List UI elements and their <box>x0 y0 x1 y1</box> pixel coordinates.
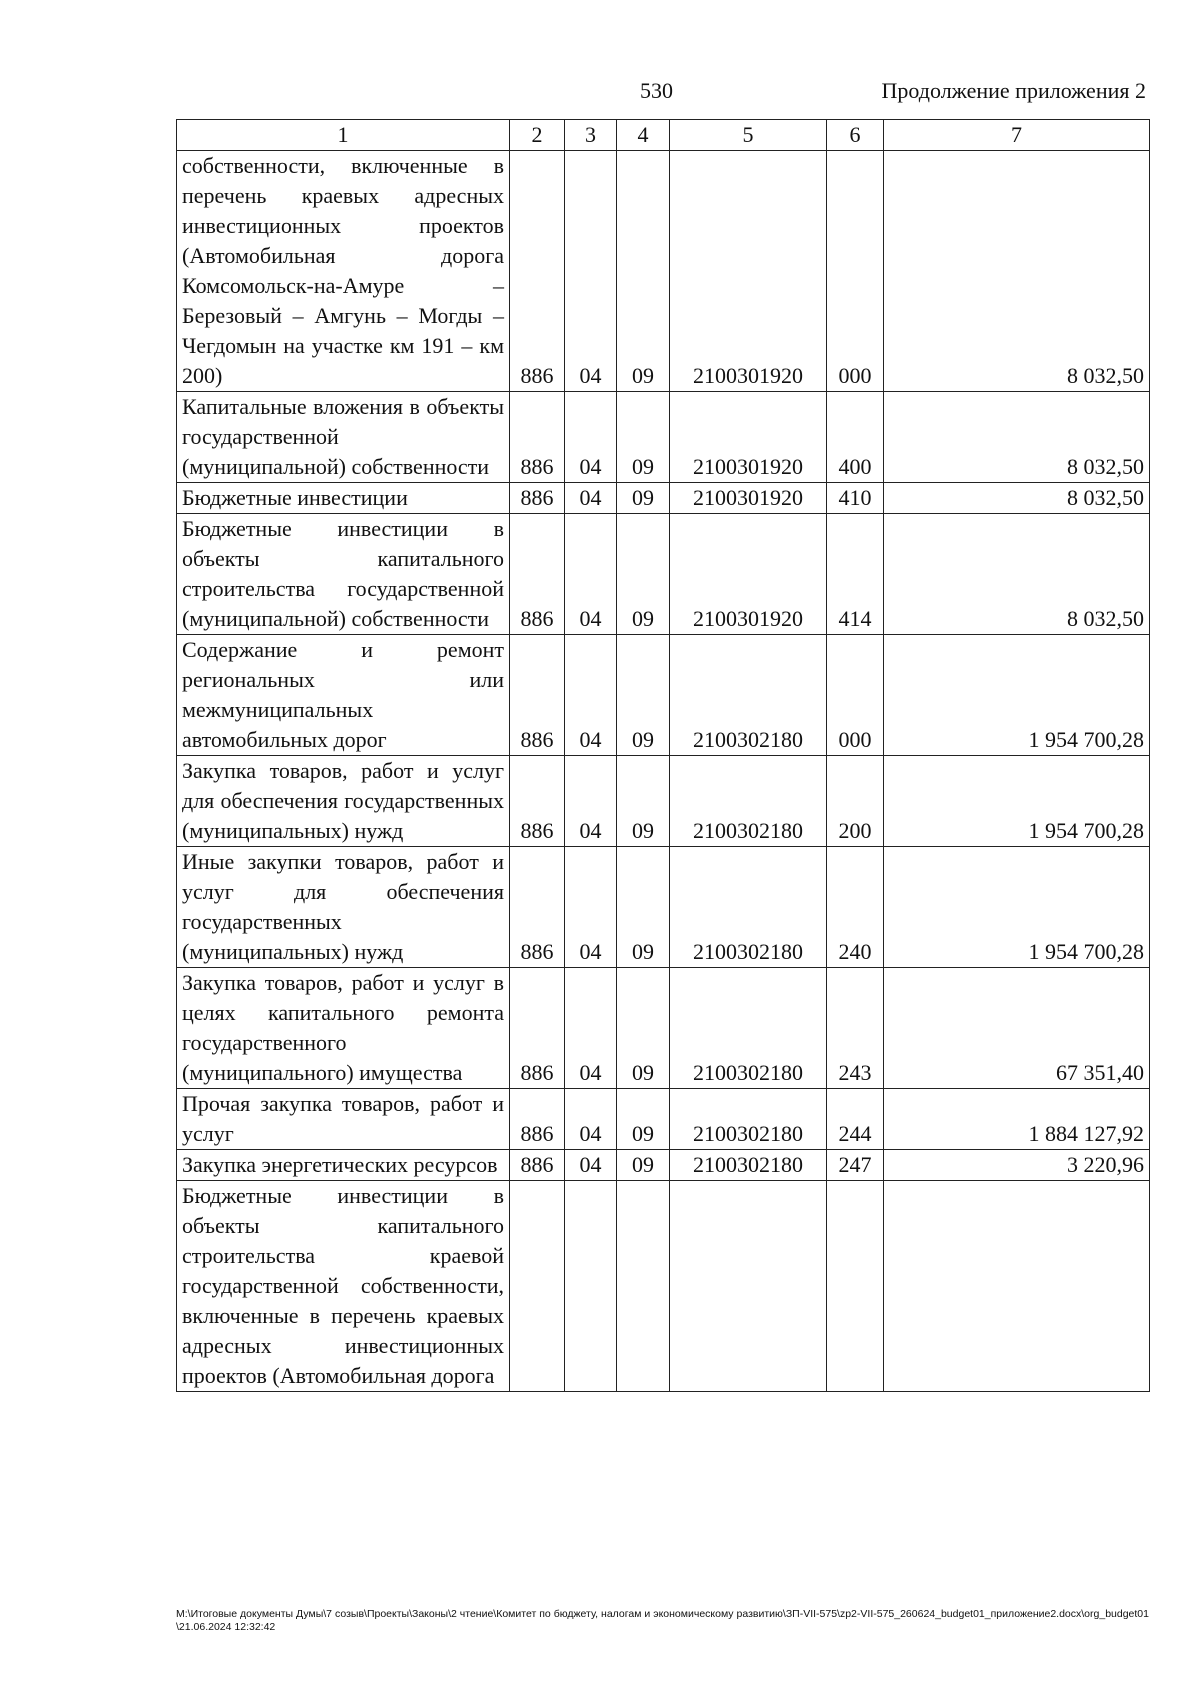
row-description: Закупка товаров, работ и услуг в целях капитального ремонта государственного (муниципального) имущества <box>177 968 510 1089</box>
cell-amount: 8 032,50 <box>884 514 1150 635</box>
cell-target-article: 2100301920 <box>670 483 827 514</box>
cell-section-code: 04 <box>565 968 617 1089</box>
cell-section-code: 04 <box>565 756 617 847</box>
row-description: Бюджетные инвестиции <box>177 483 510 514</box>
cell-subsection-code: 09 <box>617 756 670 847</box>
cell-section-code: 04 <box>565 392 617 483</box>
cell-expense-type: 247 <box>827 1150 884 1181</box>
table-row <box>177 968 1150 1089</box>
column-header: 3 <box>565 120 617 151</box>
table-row <box>177 1150 1150 1181</box>
cell-target-article <box>670 1181 827 1392</box>
table-header-row <box>177 120 1150 151</box>
cell-target-article: 2100301920 <box>670 392 827 483</box>
cell-ministry-code <box>510 1181 565 1392</box>
row-description: Иные закупки товаров, работ и услуг для обеспечения государственных (муниципальных) нужд <box>177 847 510 968</box>
table-row <box>177 514 1150 635</box>
cell-target-article: 2100302180 <box>670 1089 827 1150</box>
cell-subsection-code: 09 <box>617 968 670 1089</box>
cell-expense-type: 243 <box>827 968 884 1089</box>
cell-amount: 1 884 127,92 <box>884 1089 1150 1150</box>
cell-subsection-code: 09 <box>617 151 670 392</box>
column-header: 2 <box>510 120 565 151</box>
cell-amount: 8 032,50 <box>884 483 1150 514</box>
cell-section-code: 04 <box>565 483 617 514</box>
row-description: собственности, включенные в перечень краевых адресных инвестиционных проектов (Автомобильная дорога Комсомольск-на-Амуре – Березовый – Амгунь – Могды – Чегдомын на участке км 191 – км 200) <box>177 151 510 392</box>
cell-section-code: 04 <box>565 151 617 392</box>
cell-expense-type <box>827 1181 884 1392</box>
cell-expense-type: 244 <box>827 1089 884 1150</box>
cell-target-article: 2100301920 <box>670 514 827 635</box>
cell-target-article: 2100302180 <box>670 968 827 1089</box>
cell-expense-type: 400 <box>827 392 884 483</box>
cell-expense-type: 414 <box>827 514 884 635</box>
row-description: Бюджетные инвестиции в объекты капитального строительства государственной (муниципальной) собственности <box>177 514 510 635</box>
cell-target-article: 2100302180 <box>670 847 827 968</box>
cell-subsection-code: 09 <box>617 514 670 635</box>
cell-amount: 1 954 700,28 <box>884 756 1150 847</box>
cell-section-code <box>565 1181 617 1392</box>
cell-expense-type: 000 <box>827 635 884 756</box>
row-description: Капитальные вложения в объекты государственной (муниципальной) собственности <box>177 392 510 483</box>
table-row <box>177 483 1150 514</box>
cell-expense-type: 200 <box>827 756 884 847</box>
cell-subsection-code: 09 <box>617 847 670 968</box>
column-header: 5 <box>670 120 827 151</box>
budget-table <box>176 119 1150 1392</box>
cell-section-code: 04 <box>565 1150 617 1181</box>
table-row <box>177 1089 1150 1150</box>
cell-section-code: 04 <box>565 514 617 635</box>
cell-subsection-code <box>617 1181 670 1392</box>
page-number: 530 <box>640 78 673 103</box>
row-description: Прочая закупка товаров, работ и услуг <box>177 1089 510 1150</box>
cell-target-article: 2100302180 <box>670 635 827 756</box>
cell-amount: 3 220,96 <box>884 1150 1150 1181</box>
cell-target-article: 2100302180 <box>670 1150 827 1181</box>
cell-ministry-code: 886 <box>510 1150 565 1181</box>
cell-subsection-code: 09 <box>617 1150 670 1181</box>
column-header: 4 <box>617 120 670 151</box>
cell-target-article: 2100302180 <box>670 756 827 847</box>
cell-subsection-code: 09 <box>617 483 670 514</box>
cell-ministry-code: 886 <box>510 151 565 392</box>
row-description: Бюджетные инвестиции в объекты капитального строительства краевой государственной собственности, включенные в перечень краевых адресных инвестиционных проектов (Автомобильная дорога <box>177 1181 510 1392</box>
cell-ministry-code: 886 <box>510 847 565 968</box>
cell-ministry-code: 886 <box>510 635 565 756</box>
cell-amount: 67 351,40 <box>884 968 1150 1089</box>
table-row <box>177 392 1150 483</box>
column-header: 6 <box>827 120 884 151</box>
cell-amount: 8 032,50 <box>884 392 1150 483</box>
cell-subsection-code: 09 <box>617 1089 670 1150</box>
cell-subsection-code: 09 <box>617 635 670 756</box>
cell-amount: 8 032,50 <box>884 151 1150 392</box>
cell-ministry-code: 886 <box>510 968 565 1089</box>
table-row <box>177 847 1150 968</box>
table-row <box>177 1181 1150 1392</box>
cell-ministry-code: 886 <box>510 756 565 847</box>
row-description: Содержание и ремонт региональных или межмуниципальных автомобильных дорог <box>177 635 510 756</box>
cell-expense-type: 410 <box>827 483 884 514</box>
cell-expense-type: 240 <box>827 847 884 968</box>
cell-amount: 1 954 700,28 <box>884 847 1150 968</box>
cell-subsection-code: 09 <box>617 392 670 483</box>
cell-section-code: 04 <box>565 635 617 756</box>
row-description: Закупка товаров, работ и услуг для обеспечения государственных (муниципальных) нужд <box>177 756 510 847</box>
row-description: Закупка энергетических ресурсов <box>177 1150 510 1181</box>
column-header: 7 <box>884 120 1150 151</box>
cell-expense-type: 000 <box>827 151 884 392</box>
table-row <box>177 635 1150 756</box>
table-row <box>177 756 1150 847</box>
cell-target-article: 2100301920 <box>670 151 827 392</box>
cell-section-code: 04 <box>565 847 617 968</box>
cell-ministry-code: 886 <box>510 1089 565 1150</box>
footer-file-path: M:\Итоговые документы Думы\7 созыв\Проекты\Законы\2 чтение\Комитет по бюджету, налогам и экономическому развитию\ЗП-VII-575\zp2-VII-575_260624_budget01_приложение2.docx\org_budget01\21.06.2024 12:32:42 <box>176 1608 1149 1633</box>
cell-amount <box>884 1181 1150 1392</box>
table-row <box>177 151 1150 392</box>
continuation-heading: Продолжение приложения 2 <box>881 78 1146 103</box>
cell-section-code: 04 <box>565 1089 617 1150</box>
cell-ministry-code: 886 <box>510 514 565 635</box>
cell-amount: 1 954 700,28 <box>884 635 1150 756</box>
column-header: 1 <box>177 120 510 151</box>
cell-ministry-code: 886 <box>510 392 565 483</box>
cell-ministry-code: 886 <box>510 483 565 514</box>
